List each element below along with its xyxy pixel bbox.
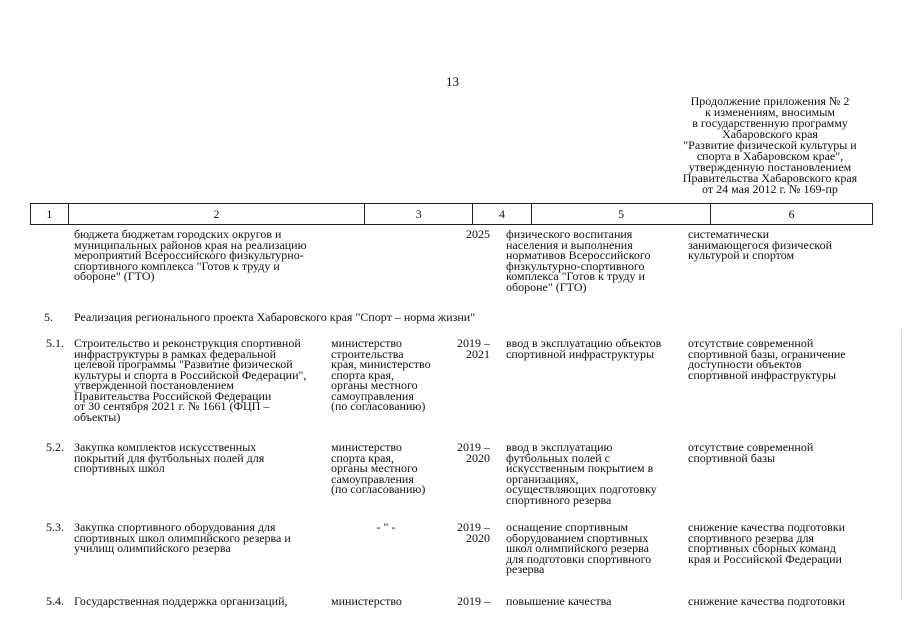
text-line: Строительство и реконструкция спортивной (74, 336, 301, 350)
row-number: 5.1. (46, 336, 64, 350)
text-line: резерва (506, 562, 545, 576)
text-line: спортивной базы, ограничение (688, 346, 846, 361)
text-line: утвержденной постановлением (74, 378, 234, 392)
text-line: ввод в эксплуатацию объектов (506, 336, 662, 350)
row-number: 5.4. (46, 594, 64, 608)
row-executor (331, 596, 402, 607)
text-line: обороне" (ГТО) (74, 269, 155, 283)
text-line: 2019 – (457, 594, 490, 608)
text-line: культурой и спортом (688, 248, 795, 262)
text-line: культуры и спорта в Российской Федерации", (74, 367, 307, 382)
column-number-4: 4 (473, 204, 532, 225)
text-line: мероприятий Всероссийского физкультурно- (74, 248, 304, 262)
cont-period (446, 229, 490, 240)
text-line: организациях, (506, 471, 579, 486)
text-line: бюджета бюджетам городских округов и (74, 227, 282, 241)
row-number: 5.2. (46, 440, 64, 454)
row-result (506, 596, 611, 607)
text-line: от 30 сентября 2021 г. № 1661 (ФЦП – (74, 399, 270, 413)
text-line: 2020 (466, 530, 490, 545)
cont-measure (74, 229, 307, 282)
text-line: Закупка комплектов искусственных (74, 440, 257, 454)
row-number: 5.3. (46, 520, 64, 534)
text-line: Государственная поддержка организаций, (74, 594, 288, 608)
text-line: для подготовки спортивного (506, 551, 652, 566)
column-number-2: 2 (68, 204, 364, 225)
page-number: 13 (446, 74, 459, 89)
text-line: 2025 (466, 227, 490, 241)
text-line: оборудованием спортивных (506, 530, 649, 545)
text-line: спортивных школ (74, 461, 165, 475)
row-consequence (688, 596, 845, 607)
cont-consequence (688, 229, 832, 261)
text-line: муниципальных районов края на реализацию (74, 237, 307, 252)
text-line: училищ олимпийского резерва (74, 541, 231, 555)
column-number-1: 1 (31, 204, 69, 225)
text-line: 2021 (466, 346, 490, 361)
section-number: 5. (44, 310, 53, 324)
column-number-6: 6 (711, 204, 873, 225)
text-line: отсутствие современной (688, 440, 814, 454)
text-line: объекты) (74, 409, 121, 424)
text-line: доступности объектов (688, 357, 802, 371)
text-line: органы местного (331, 378, 418, 392)
appendix-line: Продолжение приложения № 2 (690, 94, 850, 108)
text-line: 2019 – (457, 440, 490, 454)
text-line: строительства (331, 346, 404, 361)
text-line: футбольных полей с (506, 450, 610, 465)
text-line: оснащение спортивным (506, 520, 629, 534)
column-number-5: 5 (531, 204, 710, 225)
row-period (446, 338, 490, 359)
row-result (506, 522, 651, 575)
text-line: спорта края, (331, 450, 394, 465)
text-line: министерство (331, 594, 402, 608)
text-line: органы местного (331, 461, 418, 475)
text-line: ввод в эксплуатацию (506, 440, 613, 454)
text-line: нормативов Всероссийского (506, 248, 651, 262)
text-line: школ олимпийского резерва (506, 541, 649, 555)
scan-edge-mark (901, 330, 903, 600)
ditto-mark: - " - (376, 520, 396, 534)
text-line: спортивного резерва для (688, 530, 814, 545)
column-number-3: 3 (365, 204, 473, 225)
section-title: Реализация регионального проекта Хабаровского края "Спорт – норма жизни" (74, 310, 476, 324)
appendix-heading (660, 96, 880, 195)
appendix-line: Хабаровского края (722, 127, 818, 141)
text-line: министерство (331, 336, 402, 350)
appendix-line: спорта в Хабаровском крае", (696, 149, 844, 163)
row-measure (74, 522, 291, 554)
text-line: спортивного резерва (506, 492, 612, 507)
text-line: (по согласованию) (331, 399, 426, 413)
text-line: населения и выполнения (506, 237, 633, 252)
text-line: спортивной инфраструктуры (506, 346, 655, 361)
text-line: спорта края, (331, 367, 394, 382)
row-executor (331, 338, 431, 412)
row-measure (74, 442, 264, 474)
appendix-line: утвержденную постановлением (688, 160, 852, 174)
text-line: физкультурно-спортивного (506, 258, 645, 273)
row-executor (331, 442, 425, 495)
appendix-line: от 24 мая 2012 г. № 169-пр (702, 182, 838, 196)
text-line: снижение качества подготовки (688, 520, 846, 534)
text-line: занимающегося физической (688, 237, 833, 252)
text-line: 2019 – (457, 336, 490, 350)
text-line: физического воспитания (506, 227, 633, 241)
text-line: спортивной базы (688, 450, 775, 465)
text-line: министерство (331, 440, 402, 454)
text-line: самоуправления (331, 471, 414, 486)
text-line: спортивного комплекса "Готов к труду и (74, 258, 280, 273)
text-line: спортивных школ олимпийского резерва и (74, 530, 291, 545)
text-line: инфраструктуры в рамках федеральной (74, 346, 276, 361)
row-period (446, 596, 490, 607)
text-line: обороне" (ГТО) (506, 279, 587, 294)
row-measure (74, 338, 306, 422)
text-line: 2019 – (457, 520, 490, 534)
row-period (446, 442, 490, 463)
cont-result (506, 229, 650, 292)
row-period (446, 522, 490, 543)
row-result (506, 442, 657, 505)
row-measure (74, 596, 288, 607)
text-line: Правительства Российской Федерации (74, 388, 272, 403)
text-line: систематически (688, 227, 770, 241)
row-executor (331, 522, 441, 533)
text-line: повышение качества (506, 594, 612, 608)
appendix-line: "Развитие физической культуры и (683, 138, 857, 152)
text-line: покрытий для футбольных полей для (74, 450, 265, 465)
text-line: снижение качества подготовки (688, 594, 846, 608)
text-line: искусственным покрытием в (506, 461, 654, 475)
text-line: целевой программы "Развитие физической (74, 357, 293, 371)
text-line: 2020 (466, 450, 490, 465)
row-consequence (688, 522, 845, 564)
text-line: спортивной инфраструктуры (688, 367, 837, 382)
appendix-line: Правительства Хабаровского края (682, 171, 858, 185)
text-line: комплекса "Готов к труду и (506, 269, 645, 283)
text-line: (по согласованию) (331, 482, 426, 496)
row-result (506, 338, 661, 359)
row-consequence (688, 338, 846, 380)
column-header-row (30, 203, 873, 225)
appendix-line: к изменениям, вносимым (705, 105, 835, 119)
text-line: отсутствие современной (688, 336, 814, 350)
row-consequence (688, 442, 813, 463)
text-line: края и Российской Федерации (688, 551, 842, 566)
text-line: края, министерство (331, 357, 431, 371)
appendix-line: в государственную программу (692, 116, 848, 130)
text-line: осуществляющих подготовку (506, 482, 657, 496)
text-line: спортивных сборных команд (688, 541, 836, 555)
text-line: Закупка спортивного оборудования для (74, 520, 276, 534)
text-line: самоуправления (331, 388, 414, 403)
